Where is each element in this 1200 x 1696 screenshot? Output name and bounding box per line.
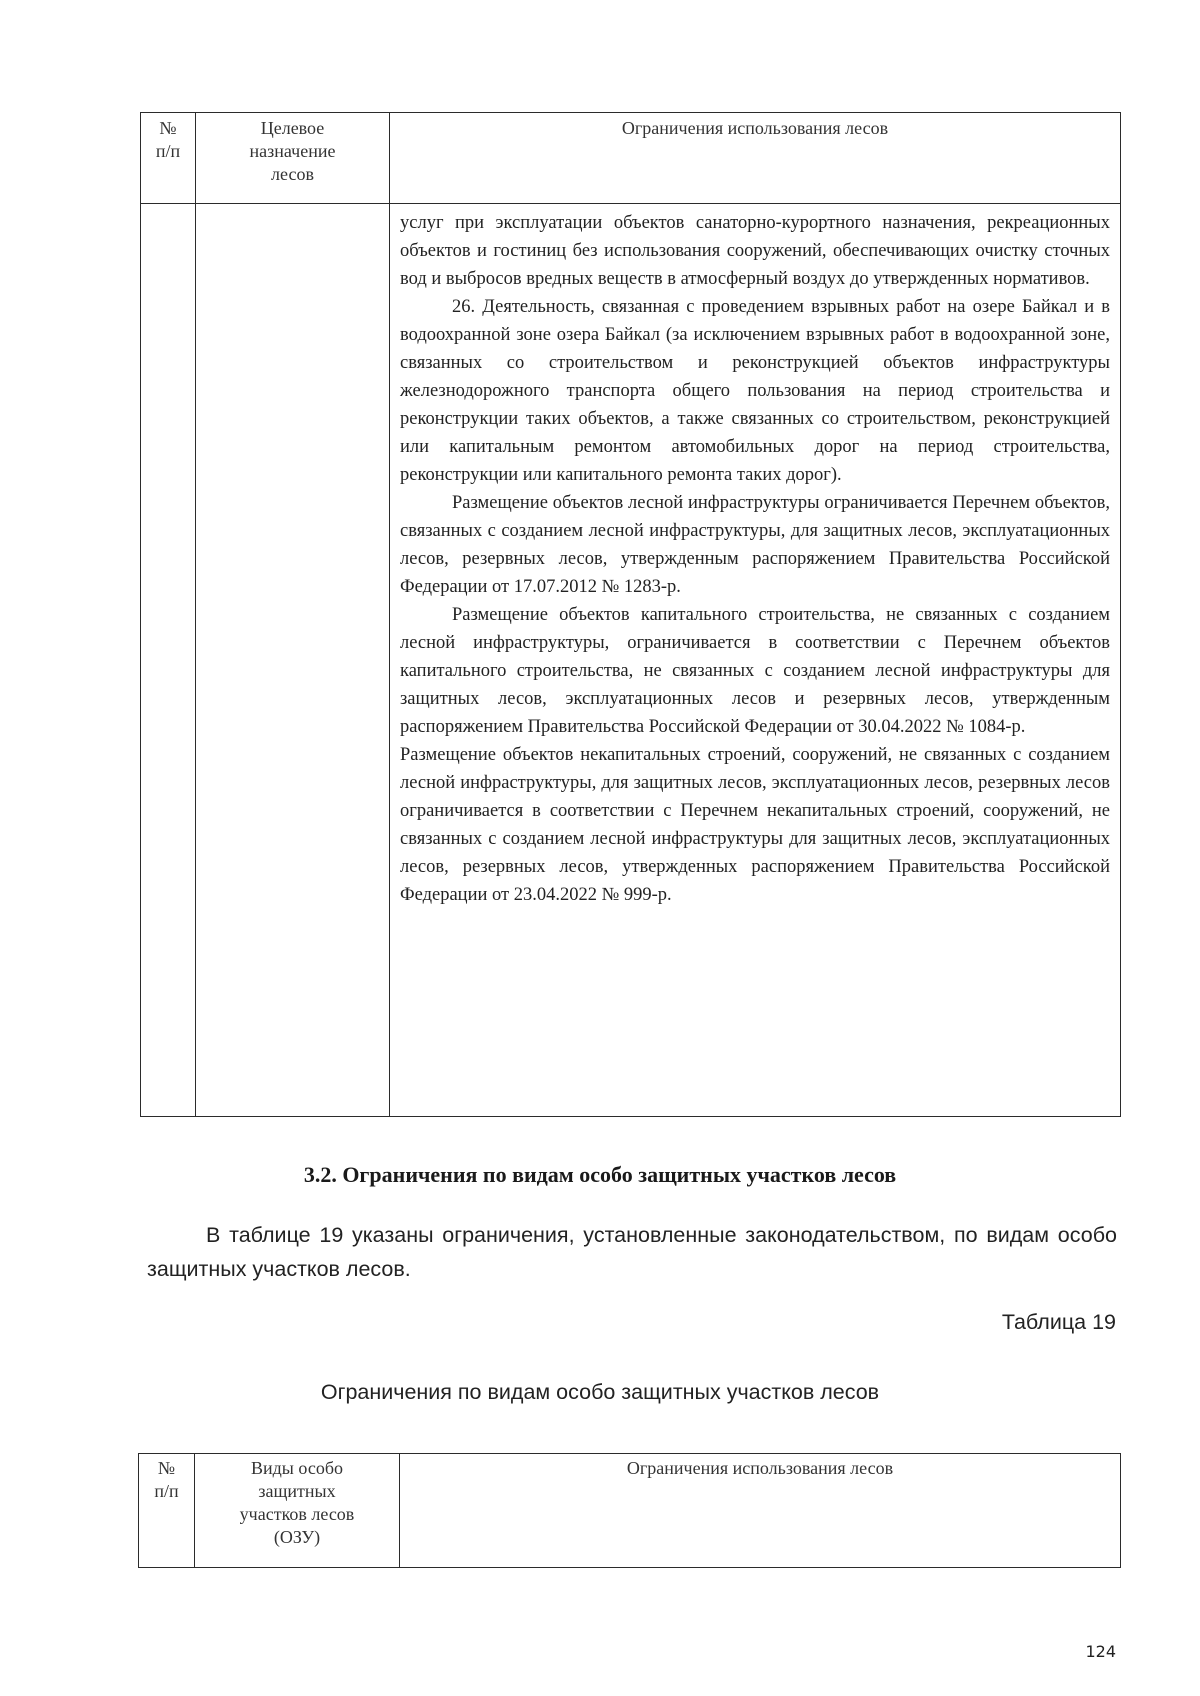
page-number: 124 [1085, 1642, 1116, 1661]
table-header-row [139, 1454, 1121, 1568]
restrictions-table-continued [140, 112, 1121, 1117]
paragraph: Размещение объектов некапитальных строений, сооружений, не связанных с созданием лесной инфраструктуры, для защитных лесов, эксплуатационных лесов, резервных лесов ограничивается в соответствии с Перечнем некапитальных строений, сооружений, не связанных с созданием лесной инфраструктуры для защитных лесов, эксплуатационных лесов, резервных лесов, утвержденных распоряжением Правительства Российской Федерации от 23.04.2022 № 999-р. [400, 745, 1110, 905]
header-restrictions: Ограничения использования лесов [390, 113, 1121, 204]
table-title: Ограничения по видам особо защитных участков лесов [320, 1380, 880, 1404]
header-number: № п/п [139, 1454, 195, 1568]
header-number: № п/п [141, 113, 196, 204]
table-number: Таблица 19 [1001, 1310, 1116, 1334]
ozu-restrictions-table [138, 1453, 1121, 1568]
paragraph: 26. Деятельность, связанная с проведением взрывных работ на озере Байкал и в водоохранной зоне озера Байкал (за исключением взрывных работ в водоохранной зоне, связанных со строительством и реконструкцией объектов инфраструктуры железнодорожного транспорта общего пользования на период строительства и реконструкции таких объектов, а также связанных со строительством, реконструкцией или капитальным ремонтом автомобильных дорог на период строительства, реконструкции или капитального ремонта таких дорог). [400, 297, 1110, 485]
table-row [141, 204, 1121, 1117]
cell-restrictions [390, 204, 1121, 1117]
paragraph: Размещение объектов лесной инфраструктуры ограничивается Перечнем объектов, связанных с созданием лесной инфраструктуры, для защитных лесов, эксплуатационных лесов, резервных лесов, утвержденным распоряжением Правительства Российской Федерации от 17.07.2012 № 1283-р. [400, 493, 1110, 597]
intro-paragraph: В таблице 19 указаны ограничения, установленные законодательством, по видам особо защитных участков лесов. [147, 1223, 1117, 1281]
cell-number [141, 204, 196, 1117]
header-ozu-types: Виды особо защитных участков лесов (ОЗУ) [195, 1454, 400, 1568]
paragraph: услуг при эксплуатации объектов санаторно-курортного назначения, рекреационных объектов и гостиниц без использования сооружений, обеспечивающих очистку сточных вод и выбросов вредных веществ в атмосферный воздух до утвержденных нормативов. [400, 213, 1110, 289]
paragraph: Размещение объектов капитального строительства, не связанных с созданием лесной инфраструктуры, ограничивается в соответствии с Перечнем объектов капитального строительства, не связанных с созданием лесной инфраструктуры для защитных лесов, эксплуатационных лесов и резервных лесов, утвержденным распоряжением Правительства Российской Федерации от 30.04.2022 № 1084-р. [400, 605, 1110, 737]
header-purpose: Целевое назначение лесов [196, 113, 390, 204]
cell-purpose [196, 204, 390, 1117]
section-heading: 3.2. Ограничения по видам особо защитных участков лесов [303, 1162, 897, 1187]
table-header-row [141, 113, 1121, 204]
header-restrictions: Ограничения использования лесов [400, 1454, 1121, 1568]
